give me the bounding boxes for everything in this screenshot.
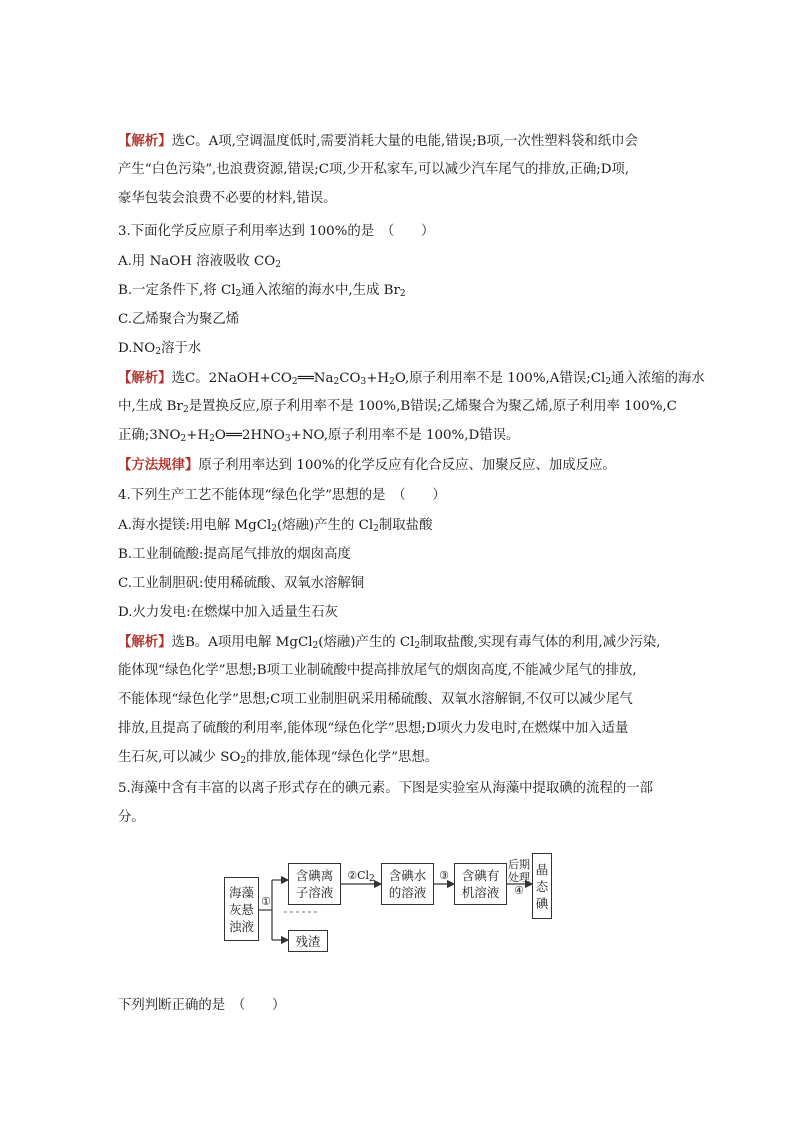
q4-analysis-line-3: 不能体现“绿色化学”思想;C项工业制胆矾采用稀硫酸、双氧水溶解铜,不仅可以减少尾气 bbox=[118, 692, 633, 707]
q4-analysis-line-2: 能体现“绿色化学”思想;B项工业制硫酸中提高排放尾气的烟囱高度,不能减少尾气的排放, bbox=[118, 663, 637, 678]
analysis-tag: 【解析】 bbox=[118, 634, 172, 650]
q3-method-rule: 【方法规律】原子利用率达到 100%的化学反应有化合反应、加聚反应、加成反应。 bbox=[118, 457, 616, 473]
q5-followup: 下列判断正确的是 （ ） bbox=[118, 998, 286, 1013]
flow-step-3: ③ bbox=[439, 869, 449, 882]
flow-step-2: $②Cl_2$ bbox=[347, 869, 375, 884]
analysis-tag: 【解析】 bbox=[118, 370, 172, 386]
q3-option-c: C.乙烯聚合为聚乙烯 bbox=[118, 312, 240, 327]
flow-box-iodide-solution: 含碘离 子溶液 bbox=[288, 863, 341, 905]
q4-option-d: D.火力发电:在燃煤中加入适量生石灰 bbox=[118, 605, 338, 620]
flow-box-residue: 残渣 bbox=[288, 930, 328, 952]
q3-stem: 3.下面化学反应原子利用率达到 100%的是 （ ） bbox=[118, 224, 435, 239]
q4-analysis-line-5: 生石灰,可以减少 $SO_2$的排放,能体现“绿色化学”思想。 bbox=[118, 750, 439, 766]
flow-box-iodine-water: 含碘水 的溶液 bbox=[381, 863, 434, 905]
q3-option-d: $D.NO_2$溶于水 bbox=[118, 341, 202, 357]
q4-option-b: B.工业制硫酸:提高尾气排放的烟囱高度 bbox=[118, 547, 351, 562]
q4-analysis-line-1: 【解析】选B。A项用电解 MgCl$_2$(熔融)产生的 $Cl_2$制取盐酸,实现有毒气体的利用,减少污染, bbox=[118, 634, 661, 651]
q4-option-c: C.工业制胆矾:使用稀硫酸、双氧水溶解铜 bbox=[118, 576, 365, 591]
flow-box-seaweed-ash: 海藻 灰悬 浊液 bbox=[224, 877, 259, 941]
q2-analysis-line-2: 产生“白色污染”,也浪费资源,错误;C项,少开私家车,可以减少汽车尾气的排放,正确;D项, bbox=[118, 162, 630, 177]
flow-box-crystal-iodine: 晶 态 碘 bbox=[532, 853, 552, 919]
q2-analysis-line-3: 豪华包装会浪费不必要的材料,错误。 bbox=[118, 191, 337, 206]
q2-analysis-line-1: 【解析】选C。A项,空调温度低时,需要消耗大量的电能,错误;B项,一次性塑料袋和纸巾会 bbox=[118, 133, 638, 149]
q3-option-a: A.用 NaOH 溶液吸收 $CO_2$ bbox=[118, 254, 281, 270]
q5-stem-line-2: 分。 bbox=[118, 810, 145, 825]
method-tag: 【方法规律】 bbox=[118, 457, 199, 473]
q4-stem: 4.下列生产工艺不能体现“绿色化学”思想的是 （ ） bbox=[118, 488, 446, 503]
flow-step-4: 后期 处理 ④ bbox=[508, 858, 530, 897]
q3-analysis-line-3: 正确$;3NO_2+H_2O══2HNO_3+NO$,原子利用率不是 100%,D错误。 bbox=[118, 428, 520, 444]
q5-stem-line-1: 5.海藻中含有丰富的以离子形式存在的碘元素。下图是实验室从海藻中提取碘的流程的一部 bbox=[118, 781, 654, 796]
q3-analysis-line-2: 中,生成 $Br_2$是置换反应,原子利用率不是 100%,B错误;乙烯聚合为聚乙烯,原子利用率 100%,C bbox=[118, 399, 677, 415]
q3-option-b: B.一定条件下,将 $Cl_2$通入浓缩的海水中,生成 $Br_2$ bbox=[118, 283, 406, 299]
q4-analysis-line-4: 排放,且提高了硫酸的利用率,能体现“绿色化学”思想;D项火力发电时,在燃煤中加入适量 bbox=[118, 721, 629, 736]
analysis-tag: 【解析】 bbox=[118, 133, 172, 149]
flow-box-iodine-organic: 含碘有 机溶液 bbox=[454, 863, 507, 905]
flow-step-1: ① bbox=[261, 895, 271, 908]
q3-analysis-line-1: 【解析】选C。$2NaOH+CO_2══Na_2CO_3+H_2O$,原子利用率不是 100%,A错误$;Cl_2$通入浓缩的海水 bbox=[118, 370, 705, 387]
q4-option-a: A.海水提镁:用电解 MgCl$_2$(熔融)产生的 $Cl_2$制取盐酸 bbox=[118, 518, 433, 534]
